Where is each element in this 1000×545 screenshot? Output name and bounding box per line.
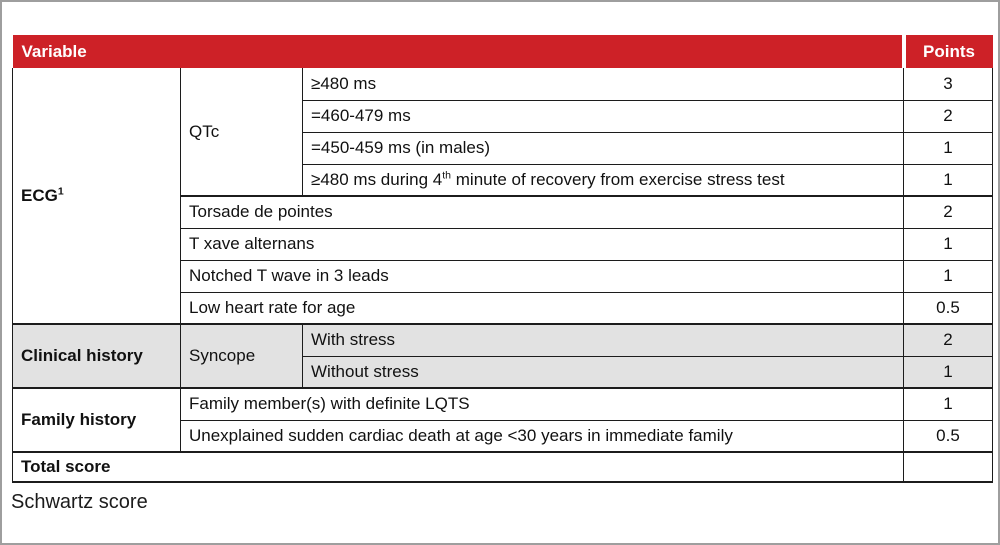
criterion-cell: Notched T wave in 3 leads xyxy=(181,260,904,292)
ecg-label: ECG xyxy=(21,185,58,205)
table-row xyxy=(13,388,993,420)
ordinal-superscript: th xyxy=(442,169,452,182)
criterion-cell: ≥480 ms xyxy=(303,68,904,100)
criterion-cell: =450-459 ms (in males) xyxy=(303,132,904,164)
points-cell: 2 xyxy=(904,324,993,356)
criterion-cell: T xave alternans xyxy=(181,228,904,260)
points-cell: 0.5 xyxy=(904,292,993,324)
ecg-label-cell xyxy=(13,68,181,324)
criterion-cell: Torsade de pointes xyxy=(181,196,904,228)
criterion-cell: =460-479 ms xyxy=(303,100,904,132)
points-cell: 2 xyxy=(904,100,993,132)
points-cell: 2 xyxy=(904,196,993,228)
criterion-text: minute of recovery from exercise stress test xyxy=(451,169,785,189)
points-cell: 1 xyxy=(904,228,993,260)
points-cell: 1 xyxy=(904,260,993,292)
criterion-cell: Unexplained sudden cardiac death at age <30 years in immediate family xyxy=(181,420,904,452)
family-history-label-cell: Family history xyxy=(13,388,181,452)
table-row xyxy=(13,68,993,100)
qtc-label-cell: QTc xyxy=(181,68,303,196)
criterion-cell: Family member(s) with definite LQTS xyxy=(181,388,904,420)
total-score-label-cell: Total score xyxy=(13,452,904,482)
criterion-cell: Low heart rate for age xyxy=(181,292,904,324)
syncope-label-cell: Syncope xyxy=(181,324,303,388)
clinical-history-label-cell: Clinical history xyxy=(13,324,181,388)
points-header-cell: Points xyxy=(904,35,993,68)
points-cell: 1 xyxy=(904,132,993,164)
points-cell: 1 xyxy=(904,388,993,420)
criterion-text: ≥480 ms during 4 xyxy=(311,169,443,189)
header-row xyxy=(13,35,993,68)
total-score-row xyxy=(13,452,993,482)
points-cell: 1 xyxy=(904,164,993,196)
points-cell: 1 xyxy=(904,356,993,388)
points-cell: 0.5 xyxy=(904,420,993,452)
table-caption: Schwartz score xyxy=(11,491,148,513)
points-cell: 3 xyxy=(904,68,993,100)
criterion-cell: With stress xyxy=(303,324,904,356)
schwartz-score-table xyxy=(12,35,993,483)
total-score-points-cell xyxy=(904,452,993,482)
criterion-cell: Without stress xyxy=(303,356,904,388)
table-row xyxy=(13,324,993,356)
variable-header-cell: Variable xyxy=(13,35,904,68)
ecg-footnote-marker: 1 xyxy=(57,185,64,198)
criterion-cell xyxy=(303,164,904,196)
